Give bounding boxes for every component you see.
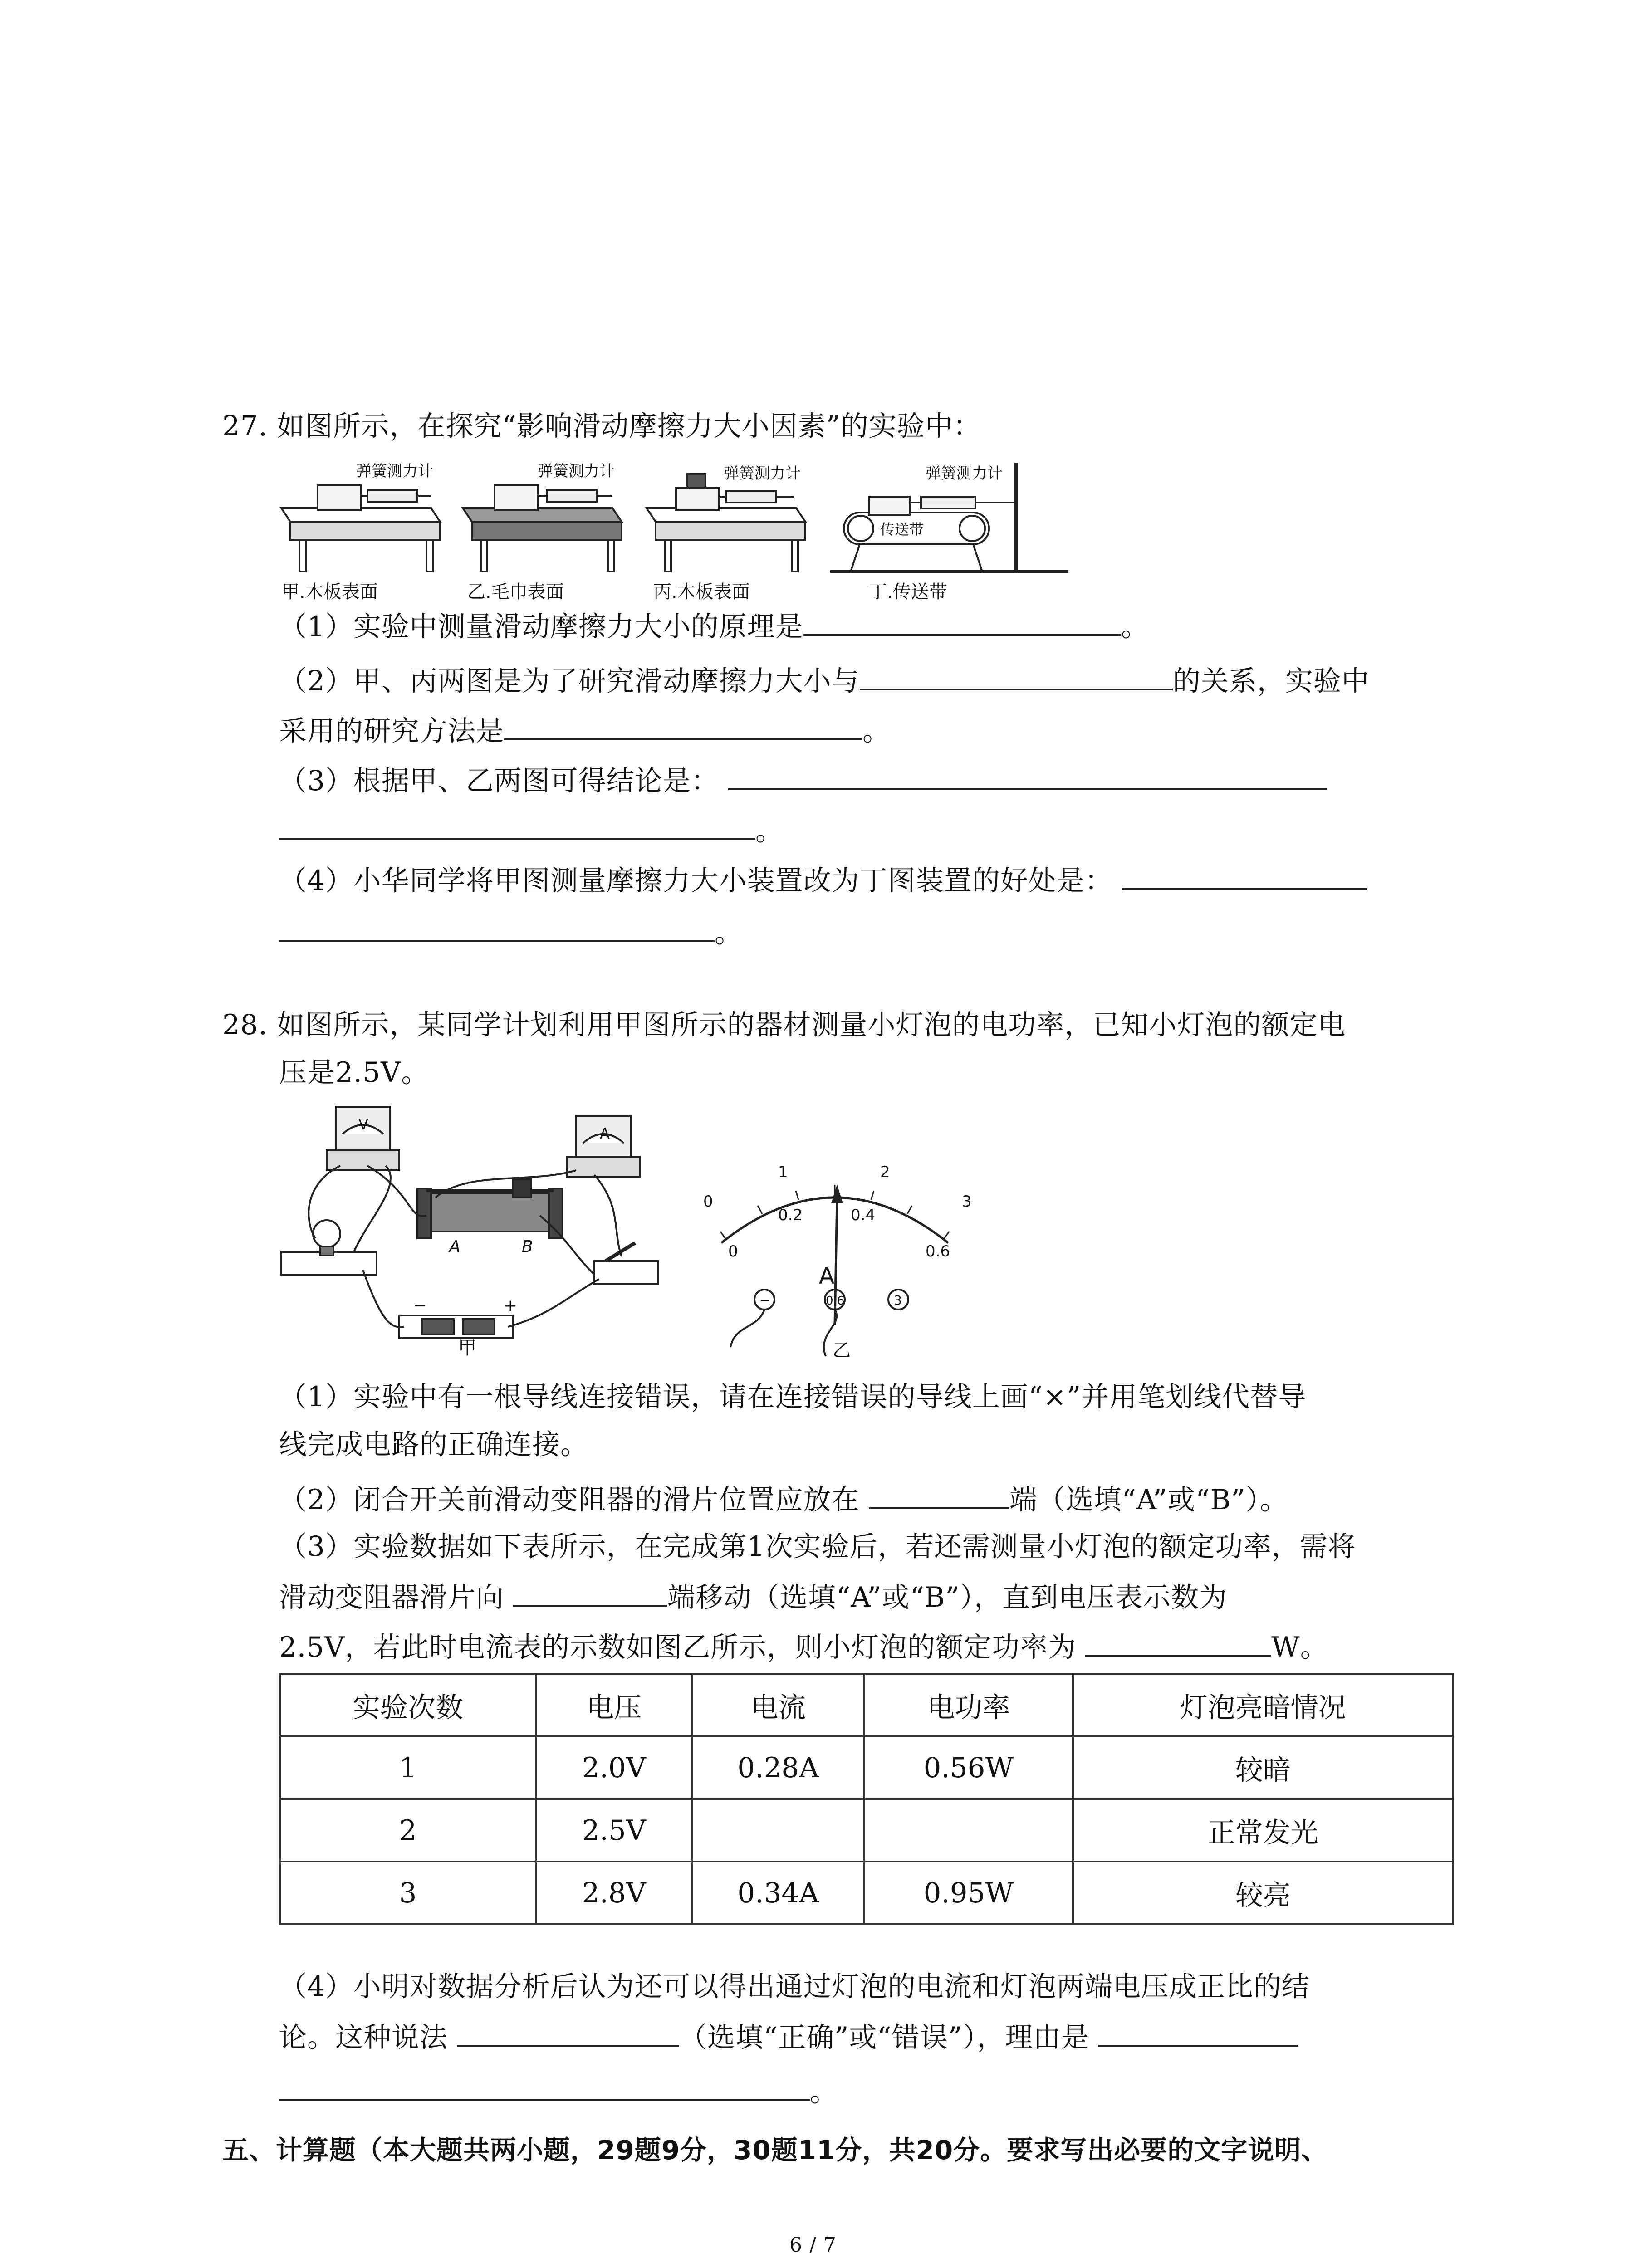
bulb-icon — [313, 1220, 340, 1247]
table-cell: 0.28A — [692, 1736, 865, 1799]
table-row — [280, 1799, 1453, 1862]
q28-part4: （4）小明对数据分析后认为还可以得出通过灯泡的电流和灯泡两端电压成正比的结 — [279, 1970, 1310, 2003]
dial-inner-0: 0 — [728, 1242, 738, 1261]
q28-blank-2[interactable] — [513, 1579, 667, 1607]
rheostat-terminal-b: B — [522, 1237, 533, 1256]
battery-minus: − — [413, 1296, 427, 1315]
q28-blank-4[interactable] — [457, 2019, 679, 2047]
terminal-3: 3 — [894, 1293, 902, 1308]
q27-blank-1[interactable] — [803, 608, 1121, 636]
table-header-cell: 电压 — [536, 1674, 692, 1736]
q27-part1: （1）实验中测量滑动摩擦力大小的原理是 。 — [279, 608, 1149, 645]
q28-part4-cont2: 。 — [279, 2073, 838, 2110]
fig-label-1: 弹簧测力计 — [356, 462, 433, 480]
switch-icon — [594, 1261, 658, 1284]
fig-label-4: 弹簧测力计 — [926, 464, 1003, 483]
battery-icon — [399, 1315, 513, 1338]
table-header-cell: 实验次数 — [280, 1674, 536, 1736]
q28-blank-6[interactable] — [279, 2073, 810, 2101]
q28-data-table — [279, 1673, 1454, 1925]
dial-outer-1: 1 — [778, 1163, 788, 1181]
table-cell: 2.0V — [536, 1736, 692, 1799]
fig-caption-bing: 丙.木板表面 — [653, 582, 750, 602]
q28-blank-1[interactable] — [869, 1481, 1009, 1509]
dial-unit: A — [819, 1263, 835, 1289]
table-cell: 3 — [280, 1862, 536, 1924]
q27-blank-7[interactable] — [279, 914, 715, 942]
q28-part1-cont: 线完成电路的正确连接。 — [279, 1428, 589, 1461]
fig-label-2: 弹簧测力计 — [538, 462, 615, 480]
fig-caption-yi: 乙.毛巾表面 — [467, 582, 564, 602]
q28-blank-5[interactable] — [1098, 2019, 1298, 2047]
table-cell: 2.5V — [536, 1799, 692, 1862]
table-row — [280, 1736, 1453, 1799]
table-row — [280, 1862, 1453, 1924]
table-header-cell: 灯泡亮暗情况 — [1073, 1674, 1453, 1736]
q28-circuit-figure — [277, 1102, 676, 1356]
q28-ammeter-dial — [681, 1134, 998, 1361]
table-cell: 1 — [280, 1736, 536, 1799]
fig-caption-jia: 甲.木板表面 — [281, 582, 378, 602]
fig-yi-apparatus — [463, 485, 622, 572]
table-cell: 0.56W — [864, 1736, 1073, 1799]
q28-part3-cont2: 2.5V，若此时电流表的示数如图乙所示，则小灯泡的额定功率为 W。 — [279, 1628, 1328, 1666]
table-cell: 2.8V — [536, 1862, 692, 1924]
q28-part4-cont: 论。这种说法 （选填“正确”或“错误”），理由是 — [279, 2019, 1298, 2056]
battery-plus: + — [504, 1296, 518, 1315]
q27-stem: 27. 如图所示，在探究“影响滑动摩擦力大小因素”的实验中： — [222, 410, 981, 442]
page-number: 6 / 7 — [789, 2234, 837, 2257]
q27-blank-6[interactable] — [1122, 862, 1367, 890]
belt-label: 传送带 — [880, 521, 924, 538]
dial-outer-0: 0 — [703, 1193, 713, 1211]
fig-jia-caption: 甲 — [458, 1338, 476, 1356]
table-header-cell: 电功率 — [864, 1674, 1073, 1736]
q27-figure — [277, 454, 1075, 612]
q27-part3: （3）根据甲、乙两图可得结论是： — [279, 762, 1327, 799]
table-cell: 0.34A — [692, 1862, 865, 1924]
q27-blank-4[interactable] — [728, 762, 1327, 790]
ammeter-label: A — [600, 1125, 610, 1142]
dial-outer-2: 2 — [880, 1163, 890, 1181]
table-cell-blank[interactable] — [864, 1799, 1073, 1862]
table-cell: 正常发光 — [1073, 1799, 1453, 1862]
rheostat-icon — [426, 1193, 554, 1232]
q28-stem-2: 压是2.5V。 — [279, 1056, 430, 1089]
table-cell: 0.95W — [864, 1862, 1073, 1924]
terminal-minus: − — [759, 1292, 771, 1308]
q27-part4-cont: 。 — [279, 914, 743, 951]
q28-part1: （1）实验中有一根导线连接错误，请在连接错误的导线上画“×”并用笔划线代替导 — [279, 1381, 1307, 1413]
rheostat-terminal-a: A — [449, 1237, 460, 1256]
table-cell: 较亮 — [1073, 1862, 1453, 1924]
dial-inner-1: 0.2 — [778, 1206, 803, 1224]
q27-blank-2[interactable] — [860, 662, 1173, 690]
table-header-cell: 电流 — [692, 1674, 865, 1736]
dial-inner-2: 0.4 — [851, 1206, 876, 1224]
q28-stem-1: 28. 如图所示，某同学计划利用甲图所示的器材测量小灯泡的电功率，已知小灯泡的额定电 — [222, 1009, 1346, 1041]
section-5-heading: 五、计算题（本大题共两小题，29题9分，30题11分，共20分。要求写出必要的文字说明、 — [222, 2135, 1328, 2165]
dial-inner-3: 0.6 — [926, 1242, 950, 1261]
fig-bing-apparatus — [647, 474, 805, 572]
table-header-row — [280, 1674, 1453, 1736]
q28-blank-3[interactable] — [1085, 1628, 1271, 1657]
q27-part2-cont: 采用的研究方法是 。 — [279, 712, 891, 749]
q27-part2: （2）甲、丙两图是为了研究滑动摩擦力大小与 的关系，实验中 — [279, 662, 1370, 699]
fig-caption-ding: 丁.传送带 — [869, 582, 947, 602]
dial-outer-3: 3 — [962, 1193, 972, 1211]
table-cell: 2 — [280, 1799, 536, 1862]
fig-yi-caption: 乙 — [833, 1340, 851, 1361]
table-cell-blank[interactable] — [692, 1799, 865, 1862]
table-cell: 较暗 — [1073, 1736, 1453, 1799]
q27-blank-3[interactable] — [504, 712, 862, 740]
fig-jia-apparatus — [281, 485, 440, 572]
q27-part4: （4）小华同学将甲图测量摩擦力大小装置改为丁图装置的好处是： — [279, 862, 1367, 899]
q27-blank-5[interactable] — [279, 812, 755, 840]
q28-part3-cont: 滑动变阻器滑片向 端移动（选填“A”或“B”），直到电压表示数为 — [279, 1579, 1227, 1616]
fig-label-3: 弹簧测力计 — [724, 464, 801, 483]
q28-part3: （3）实验数据如下表所示，在完成第1次实验后，若还需测量小灯泡的额定功率，需将 — [279, 1530, 1356, 1563]
voltmeter-label: V — [358, 1116, 368, 1133]
terminal-0-6: 0.6 — [826, 1294, 845, 1308]
q28-part2: （2）闭合开关前滑动变阻器的滑片位置应放在 端（选填“A”或“B”）。 — [279, 1481, 1288, 1518]
q27-part3-cont: 。 — [279, 812, 784, 849]
